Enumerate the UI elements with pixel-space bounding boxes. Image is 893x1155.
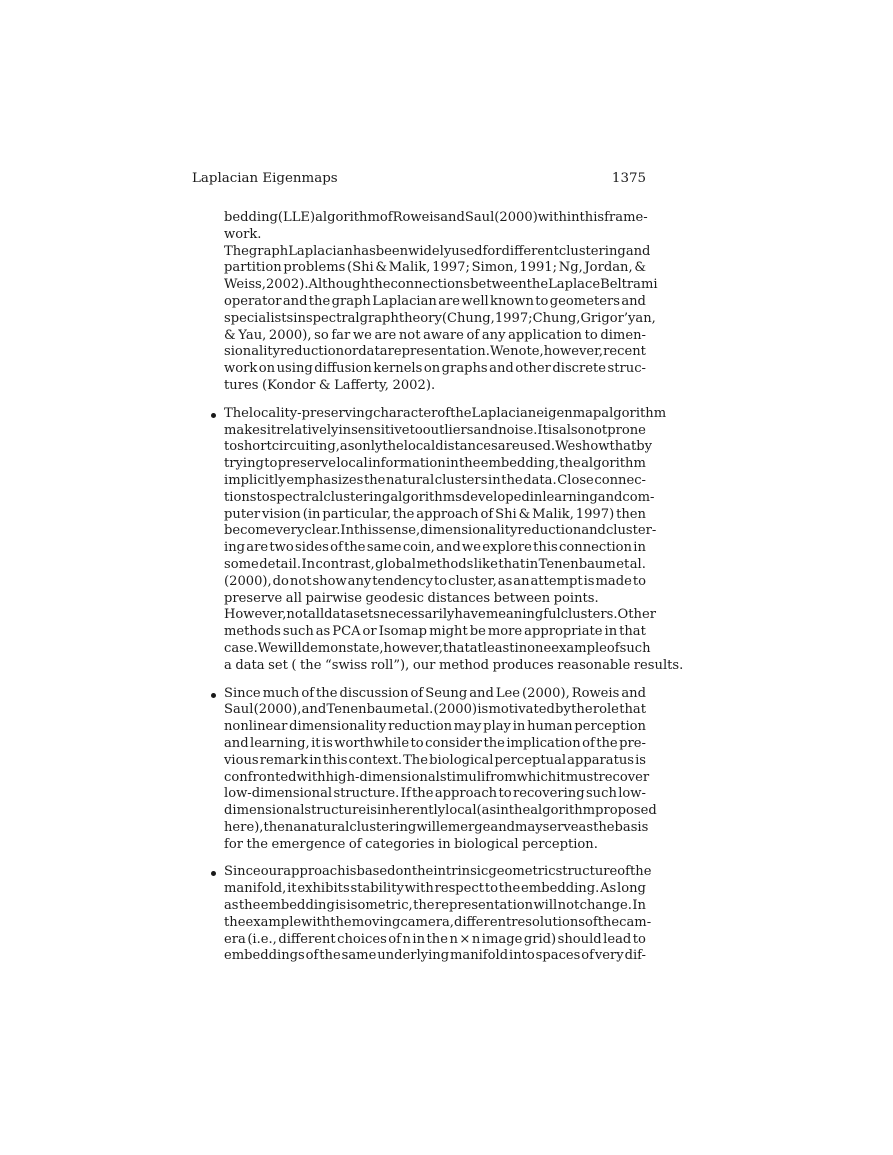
- text-line: here), then a natural clustering will emerge and may serve as the basis: [224, 819, 649, 835]
- text-line: Saul (2000), and Tenenbaum et al. (2000) is motivated by the role that: [224, 702, 646, 718]
- page-number: 1375: [611, 171, 646, 186]
- body-text: [224, 210, 684, 965]
- bullet-icon: [211, 871, 216, 876]
- text-line: puter vision (in particular, the approach of Shi & Malik, 1997) then: [224, 506, 646, 522]
- text-line: & Yau, 2000), so far we are not aware of any application to dimen-: [224, 327, 646, 343]
- text-line: operator and the graph Laplacian are well known to geometers and: [224, 293, 646, 309]
- bullet-icon: [211, 413, 216, 418]
- text-line: some detail. In contrast, global methods like that in Tenenbaum et al.: [224, 556, 646, 572]
- bullet-paragraph: [224, 864, 652, 965]
- text-line: tions to spectral clustering algorithms developed in learning and com-: [224, 489, 655, 505]
- text-line: era (i.e., different choices of n in the n × n image grid) should lead to: [224, 931, 646, 947]
- running-title: Laplacian Eigenmaps: [192, 171, 338, 186]
- text-line: partition problems (Shi & Malik, 1997; Simon, 1991; Ng, Jordan, &: [224, 260, 646, 276]
- text-line: manifold, it exhibits stability with respect to the embedding. As long: [224, 881, 646, 897]
- text-line: specialists in spectral graph theory (Chung, 1997; Chung, Grigor’yan,: [224, 310, 656, 326]
- text-line: as the embedding is isometric, the representation will not change. In: [224, 898, 646, 914]
- text-line: low-dimensional structure. If the approach to recovering such low-: [224, 786, 646, 802]
- text-line: Since much of the discussion of Seung and Lee (2000), Roweis and: [224, 685, 646, 701]
- text-line: makes it relatively insensitive to outliers and noise. It is also not prone: [224, 422, 646, 438]
- text-line: The graph Laplacian has been widely used for different clustering and: [224, 243, 651, 259]
- text-line: However, not all data sets necessarily have meaningful clusters. Other: [224, 607, 656, 623]
- text-line: ing are two sides of the same coin, and we explore this connection in: [224, 540, 646, 556]
- text-line: tures (Kondor & Lafferty, 2002).: [224, 377, 436, 393]
- text-line: case. We will demonstate, however, that at least in one example of such: [224, 640, 651, 656]
- text-line: trying to preserve local information in the embedding, the algorithm: [224, 456, 646, 472]
- text-line: a data set ( the “swiss roll”), our method produces reasonable results.: [224, 657, 684, 673]
- text-line: dimensional structure is inherently local (as in the algorithm proposed: [224, 803, 657, 819]
- text-line: implicitly emphasizes the natural clusters in the data. Close connec-: [224, 472, 646, 488]
- text-line: the example with the moving camera, different resolutions of the cam-: [224, 914, 652, 930]
- running-head: [192, 170, 646, 188]
- text-line: for the emergence of categories in biological perception.: [224, 836, 598, 852]
- text-line: sionality reduction or data representation. We note, however, recent: [224, 344, 646, 360]
- bullet-paragraph: [224, 685, 657, 854]
- text-line: Weiss, 2002). Although the connections between the Laplace Beltrami: [224, 277, 658, 293]
- text-line: methods such as PCA or Isomap might be more appropriate in that: [224, 624, 646, 640]
- text-line: embeddings of the same underlying manifold into spaces of very dif-: [224, 948, 646, 964]
- text-line: and learning, it is worthwhile to consider the implication of the pre-: [224, 735, 646, 751]
- text-line: work on using diffusion kernels on graphs and other discrete struc-: [224, 361, 646, 377]
- text-line: become very clear. In this sense, dimensionality reduction and cluster-: [224, 523, 657, 539]
- paragraph: [224, 210, 646, 244]
- text-line: work.: [224, 226, 262, 242]
- text-line: (2000), do not show any tendency to cluster, as an attempt is made to: [224, 573, 646, 589]
- bullet-icon: [211, 693, 216, 698]
- paragraph: [224, 607, 684, 674]
- text-line: to short circuiting, as only the local distances are used. We show that by: [224, 439, 652, 455]
- text-line: The locality-preserving character of the Laplacian eigenmap algorithm: [224, 405, 667, 421]
- bullet-paragraph: [224, 405, 667, 608]
- text-line: confronted with high-dimensional stimuli from which it must recover: [224, 769, 650, 785]
- paragraph: [224, 243, 658, 395]
- text-line: vious remark in this context. The biological perceptual apparatus is: [224, 752, 646, 768]
- text-line: Since our approach is based on the intrinsic geometric structure of the: [224, 864, 652, 880]
- text-line: preserve all pairwise geodesic distances between points.: [224, 590, 599, 606]
- text-line: bedding (LLE) algorithm of Roweis and Saul (2000) within this frame-: [224, 210, 648, 225]
- text-line: nonlinear dimensionality reduction may play in human perception: [224, 719, 646, 735]
